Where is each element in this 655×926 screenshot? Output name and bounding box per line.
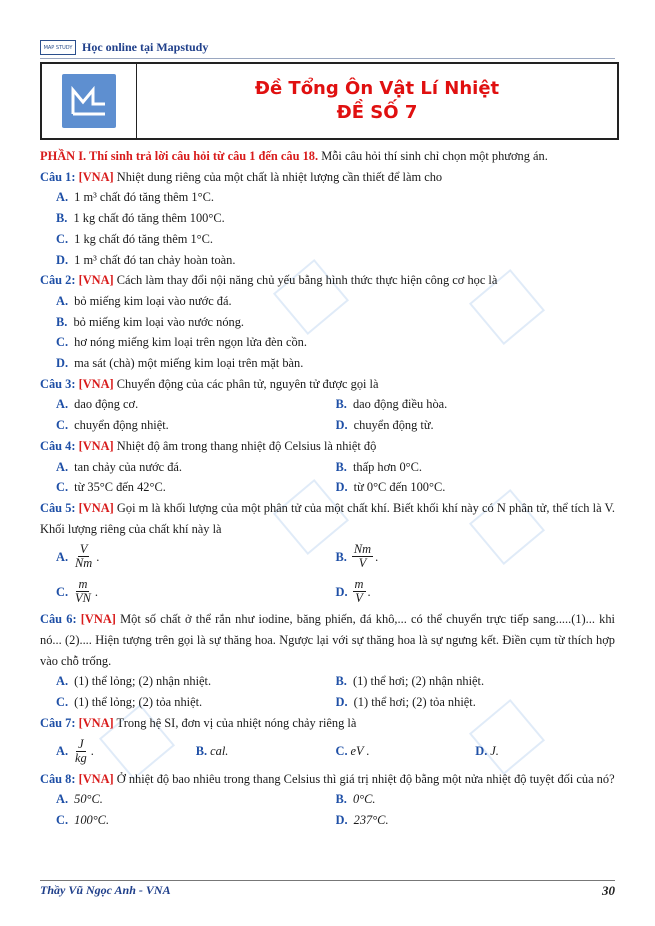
option-a[interactable]: A. 1 m³ chất đó tăng thêm 1°C. [56, 190, 214, 205]
option-a[interactable]: A. $\frac{J}{kg}$ . [56, 736, 94, 765]
option-b[interactable]: B. bỏ miếng kim loại vào nước nóng. [56, 314, 245, 329]
option-b[interactable]: B. 1 kg chất đó tăng thêm 100°C. [56, 211, 225, 226]
option-b[interactable]: B. dao động điều hòa. [335, 397, 448, 412]
option-a[interactable]: A. 50°C. [56, 792, 103, 807]
question-6: Câu 6: [VNA] Một số chất ở thể rắn như iodine, băng phiến, đá khô,... có thể chuyển trực tiếp sang.....(1)... khi nó... (2).... Hiện tượng trên gọi là sự thăng hoa. Ngược lại với sự thăng hoa là sự ngưng kết. Điền cụm từ thích hợp vào chỗ trống. [40, 612, 615, 668]
mapstudy-small-logo-icon: MAP STUDY [40, 40, 76, 55]
option-c[interactable]: C. 100°C. [56, 812, 110, 827]
exam-content [40, 146, 615, 831]
option-b[interactable]: B. (1) thể hơi; (2) nhận nhiệt. [335, 674, 485, 689]
option-d[interactable]: D. $\frac{m}{V}$ . [335, 577, 371, 606]
question-8: Câu 8: [VNA] Ở nhiệt độ bao nhiêu trong thang Celsius thì giá trị nhiệt độ bằng một nửa nhiệt độ tuyệt đối của nó? [40, 771, 615, 786]
option-c[interactable]: C. từ 35°C đến 42°C. [56, 480, 166, 495]
exam-number: ĐỀ SỐ 7 [336, 102, 418, 123]
question-1: Câu 1: [VNA] Nhiệt dung riêng của một chất là nhiệt lượng cần thiết để làm cho [40, 169, 443, 184]
option-c[interactable]: C. 1 kg chất đó tăng thêm 1°C. [56, 231, 213, 246]
option-b[interactable]: B. 0°C. [335, 792, 376, 807]
brand-text: Học online tại Mapstudy [82, 40, 209, 54]
option-c[interactable]: C. $\frac{m}{VN}$ . [56, 577, 98, 606]
logo-cell [42, 64, 137, 138]
option-d[interactable]: D. (1) thể hơi; (2) tỏa nhiệt. [335, 695, 476, 710]
option-b[interactable]: B. thấp hơn 0°C. [335, 459, 422, 474]
footer-author: Thầy Vũ Ngọc Anh - VNA [40, 883, 171, 897]
question-3: Câu 3: [VNA] Chuyển động của các phân tử, nguyên tử được gọi là [40, 376, 379, 391]
option-c[interactable]: C. eV . [335, 743, 370, 758]
option-c[interactable]: C. hơ nóng miếng kim loại trên ngọn lửa đèn cồn. [56, 335, 307, 350]
top-divider [40, 58, 615, 59]
option-d[interactable]: D. chuyển động từ. [335, 418, 434, 433]
exam-title: Đề Tổng Ôn Vật Lí Nhiệt [254, 78, 500, 99]
part-instruction: PHẦN I. Thí sinh trả lời câu hỏi từ câu 1 đến câu 18. Mỗi câu hỏi thí sinh chỉ chọn một phương án. [40, 149, 548, 163]
option-d[interactable]: D. từ 0°C đến 100°C. [335, 480, 446, 495]
question-2: Câu 2: [VNA] Cách làm thay đổi nội năng chủ yếu bằng hình thức thực hiện công cơ học là [40, 273, 498, 288]
page-number: 30 [602, 883, 615, 898]
exam-header [40, 62, 619, 140]
option-d[interactable]: D. ma sát (chà) một miếng kim loại trên mặt bàn. [56, 356, 304, 371]
question-7: Câu 7: [VNA] Trong hệ SI, đơn vị của nhiệt nóng chảy riêng là [40, 715, 357, 730]
option-d[interactable]: D. 1 m³ chất đó tan chảy hoàn toàn. [56, 252, 236, 267]
option-a[interactable]: A. (1) thể lỏng; (2) nhận nhiệt. [56, 674, 212, 689]
option-a[interactable]: A. tan chảy của nước đá. [56, 459, 183, 474]
footer-divider [40, 880, 615, 881]
question-5: Câu 5: [VNA] Gọi m là khối lượng của một phân tử của một chất khí. Biết khối khí này có N phân tử, thể tích là V. Khối lượng riêng của chất khí này là [40, 500, 615, 536]
option-a[interactable]: A. bỏ miếng kim loại vào nước đá. [56, 293, 232, 308]
option-d[interactable]: D. J. [475, 743, 499, 758]
option-b[interactable]: B. cal. [195, 743, 229, 758]
option-a[interactable]: A. $\frac{V}{Nm}$ . [56, 542, 100, 571]
option-c[interactable]: C. chuyển động nhiệt. [56, 418, 169, 433]
option-d[interactable]: D. 237°C. [335, 812, 389, 827]
mapstudy-logo-icon [62, 74, 116, 128]
question-4: Câu 4: [VNA] Nhiệt độ âm trong thang nhiệt độ Celsius là nhiệt độ [40, 438, 377, 453]
brand-bar [40, 40, 208, 55]
title-cell [137, 64, 617, 138]
option-a[interactable]: A. dao động cơ. [56, 397, 139, 412]
option-b[interactable]: B. $\frac{Nm}{V}$ . [335, 542, 379, 571]
option-c[interactable]: C. (1) thể lỏng; (2) tỏa nhiệt. [56, 695, 203, 710]
